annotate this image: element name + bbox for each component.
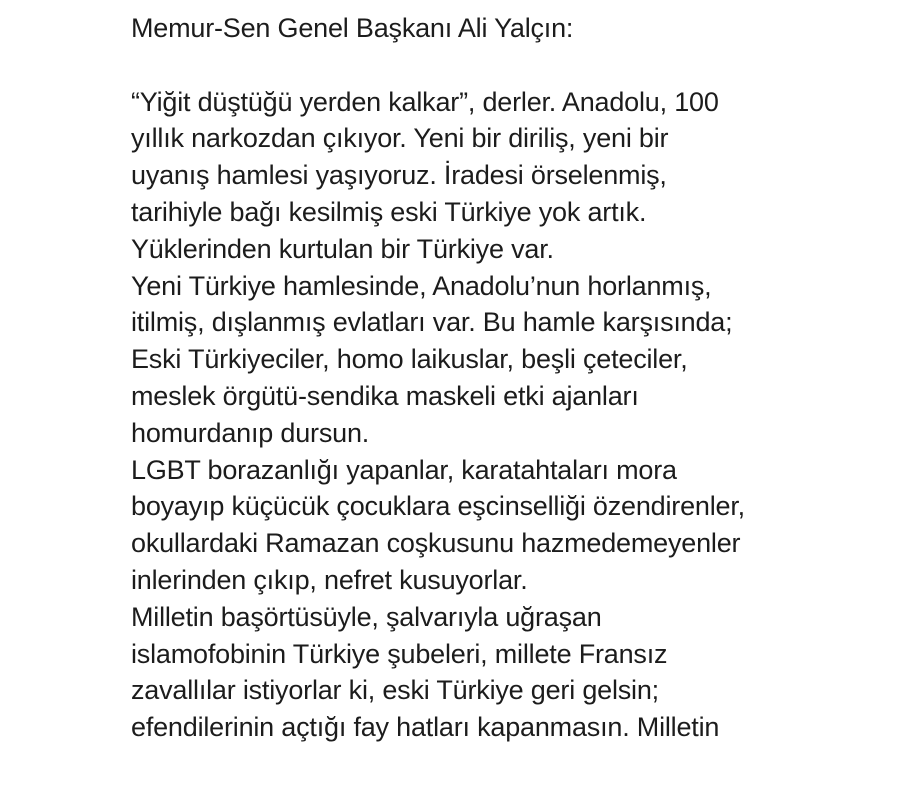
body-line: yıllık narkozdan çıkıyor. Yeni bir diriliş, yeni bir <box>131 123 669 154</box>
body-line: uyanış hamlesi yaşıyoruz. İradesi örselenmiş, <box>131 160 667 191</box>
body-line: LGBT borazanlığı yapanlar, karatahtaları mora <box>131 454 677 485</box>
body-line: Milletin başörtüsüyle, şalvarıyla uğraşan <box>131 601 602 632</box>
body-line: Yüklerinden kurtulan bir Türkiye var. <box>131 233 554 264</box>
body-line: tarihiyle bağı kesilmiş eski Türkiye yok artık. <box>131 196 647 227</box>
body-line: “Yiğit düştüğü yerden kalkar”, derler. Anadolu, 100 <box>131 86 719 117</box>
body-line: itilmiş, dışlanmış evlatları var. Bu hamle karşısında; <box>131 307 733 338</box>
body-line: meslek örgütü-sendika maskeli etki ajanları <box>131 380 639 411</box>
body-line: boyayıp küçücük çocuklara eşcinselliği özendirenler, <box>131 491 745 522</box>
body-line: Eski Türkiyeciler, homo laikuslar, beşli çeteciler, <box>131 344 688 375</box>
body-line: zavallılar istiyorlar ki, eski Türkiye geri gelsin; <box>131 675 659 706</box>
body-line: homurdanıp dursun. <box>131 417 370 448</box>
post-heading: Memur-Sen Genel Başkanı Ali Yalçın: <box>131 13 574 43</box>
body-line: efendilerinin açtığı fay hatları kapanmasın. Milletin <box>131 712 720 743</box>
post-body <box>131 84 891 746</box>
body-line: Yeni Türkiye hamlesinde, Anadolu’nun horlanmış, <box>131 270 712 301</box>
post-text <box>131 10 891 746</box>
body-line: islamofobinin Türkiye şubeleri, millete Fransız <box>131 638 668 669</box>
body-line: okullardaki Ramazan coşkusunu hazmedemeyenler <box>131 528 741 559</box>
body-line: inlerinden çıkıp, nefret kusuyorlar. <box>131 564 528 595</box>
